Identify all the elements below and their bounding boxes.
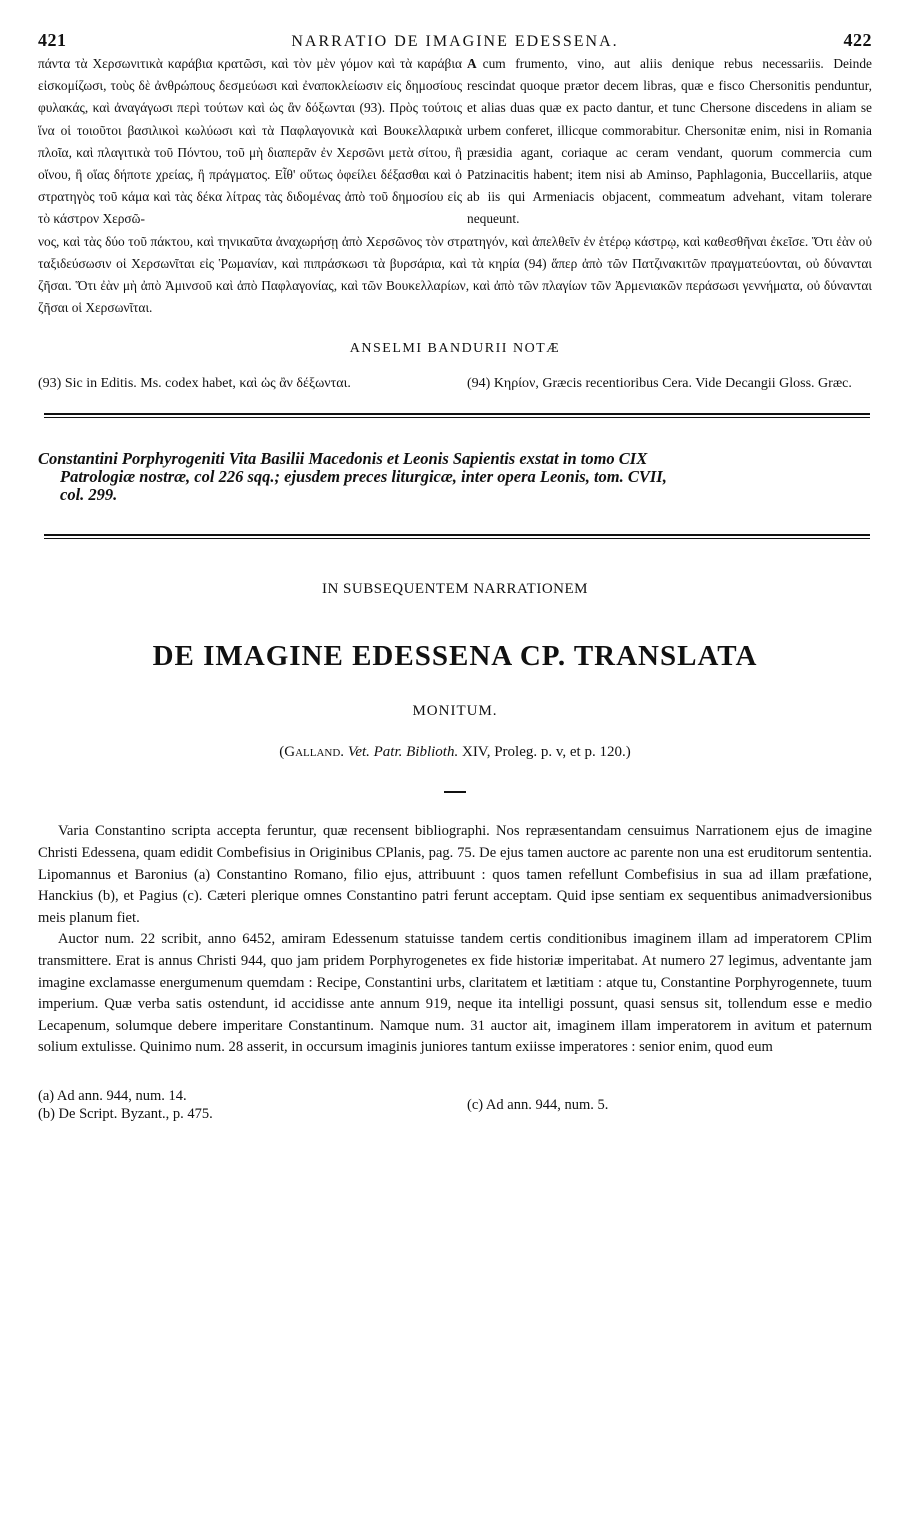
paragraph-1: Varia Constantino scripta accepta feruntur, quæ recensent bibliographi. Nos repræsentandam censuimus Narrationem ejus de imagine Christi Edessena, quam edidit Combefisius in Originibus CPlanis, pag. 75. De ejus tamen auctore ac parente non una est eruditorum sententia. Lipomannus et Baronius (a) Constantino Romano, filio ejus, attribuunt : quos tamen refellunt Combefisius in sua ad illam præfatione, Hanckius (b), et Pagius (c). Cæteri plerique omnes Constantino patri ferunt acceptam. Quid ipse sentiam ex sequentibus animadversionibus meis planum fiet.: [38, 823, 872, 926]
monitum-body: [38, 821, 872, 1059]
ref-rest: XIV, Proleg. p. v, et p. 120.): [461, 744, 631, 761]
editor-notice: [38, 450, 872, 504]
greek-column: πάντα τὰ Χερσωνιτικὰ καράβια κρατῶσι, καὶ τὸν μὲν γόμον καὶ τὰ καράβια εἰσκομίζωσι, τοὺς δὲ ἀνθρώπους δεσμεύωσι καὶ ἐναποκλείωσιν εἰς δημοσίους φυλακάς, καὶ ἀναγάγωσι περὶ τούτων καὶ ὡς ἂν δόξωνται (93). Πρὸς τούτοις ἵνα οἱ τοιοῦτοι βασιλικοὶ κωλύωσι καὶ τὰ Παφλαγονικὰ καὶ Βουκελλαρικὰ πλοῖα, καὶ πλαγιτικὰ τοῦ Πόντου, τοῦ μὴ διαπερᾶν ἐν Χερσῶνι μετὰ σίτου, ἢ οἴνου, ἢ οἵας δήποτε χρείας, ἢ πράγματος. Εἶθ' οὕτως ὀφείλει δέξασθαι καὶ ὁ στρατηγὸς τοῦ κάμα καὶ τὰς δέκα λίτρας τὰς διδομένας ἀπὸ τοῦ δημοσίου εἰς τὸ κάστρον Χερσῶ-: [38, 56, 462, 227]
footnote-b: (b) De Script. Byzant., p. 475.: [38, 1105, 213, 1122]
note-94: (94) Κηρίον, Græcis recentioribus Cera. Vide Decangii Gloss. Græc.: [467, 376, 852, 392]
page: [38, 30, 872, 1123]
supra-title: IN SUBSEQUENTEM NARRATIONEM: [321, 581, 588, 598]
monitum-heading: MONITUM.: [412, 703, 498, 720]
ref-work: Vet. Patr. Biblioth.: [347, 744, 459, 761]
source-reference: (Galland. Vet. Patr. Biblioth. XIV, Proleg. p. v, et p. 120.): [279, 744, 631, 761]
ref-author: Galland.: [284, 744, 345, 761]
running-title: NARRATIO DE IMAGINE EDESSENA.: [291, 33, 619, 50]
main-title: DE IMAGINE EDESSENA CP. TRANSLATA: [152, 640, 758, 673]
two-column-text: [38, 53, 872, 231]
greek-continuation: νος, καὶ τὰς δύο τοῦ πάκτου, καὶ τηνικαῦτα ἀναχωρήσῃ ἀπὸ Χερσῶνος τὸν στρατηγόν, καὶ ἀπελθεῖν ἐν ἑτέρῳ κάστρῳ, καὶ καθεσθῆναι ἐκεῖσε. Ὅτι ἐὰν οὐ ταξιδεύσωσιν οἱ Χερσωνῖται εἰς Ῥωμανίαν, καὶ πιπράσκωσι τὰ βυρσάρια, καὶ τὰ κηρία (94) ἅπερ ἀπὸ τῶν Πατζινακιτῶν πραγματεύονται, οὐ δύνανται ζῆσαι. Ὅτι ἐὰν μὴ ἀπὸ Ἀμινσοῦ καὶ ἀπὸ Παφλαγονίας, καὶ τῶν Βουκελλαρίων, καὶ ἀπὸ τῶν πλαγίων τῶν Ἀρμενιακῶν περάσωσι γεννήματα, οὐ δύνανται ζῆσαι οἱ Χερσωνῖται.: [38, 233, 872, 316]
double-rule-bottom: [38, 534, 872, 541]
footnote-c: (c) Ad ann. 944, num. 5.: [467, 1096, 609, 1113]
notice-line-2: Patrologiæ nostræ, col 226 sqq.; ejusdem preces liturgicæ, inter opera Leonis, tom. CVII,: [60, 467, 667, 487]
paragraph-2: Auctor num. 22 scribit, anno 6452, amiram Edessenum statuisse tandem certis conditionibus imaginem illam ad imperatorem CPlim transmittere. Erat is annus Christi 944, quo jam pridem Porphyrogenetes ex fide historiæ imperitabat. At numero 27 legimus, adventante jam imagine exclamasse energumenum quemdam : Recipe, Constantini urbs, claritatem et lætitiam : atque tu, Constantine Porphyrogennete, tuum imperium. Quæ verba satis ostendunt, id accidisse ante annum 919, neque ita intelligi possunt, quasi sensus sit, tollendum esse e medio Lecapenum, solumque debere imperitare Constantinum. Namque num. 31 auctor ait, imaginem illam imperatorem in avitum et paternum solium extulisse. Quinimo num. 28 asserit, in occursum imaginis juniores tantum exiisse imperatores : senior enim, quod eum: [38, 931, 872, 1056]
footnotes-left: [38, 1087, 438, 1123]
latin-column-text: cum frumento, vino, aut aliis denique rebus necessariis. Deinde rescindat quoque prætor decem libras, quæ e fisco Chersonitis penduntur, et alias duas quæ ex pacto dantur, et tunc Chersone discedens in aliam se urbem conferet, illicque commorabitur. Chersonitæ enim, nisi in Romania præsidia agant, coriaque ac ceram vendant, quorum commercia cum Patzinacitis habent; item nisi ab Aminso, Paphlagonia, Buccellariis, atque ab iis qui Armeniacis objacent, commeatum advehant, vitam tolerare nequeunt.: [467, 56, 872, 227]
double-rule-top: [38, 413, 872, 420]
notice-line-3: col. 299.: [60, 485, 118, 505]
notice-line-1: Constantini Porphyrogeniti Vita Basilii Macedonis et Leonis Sapientis exstat in tomo CIX: [38, 449, 648, 469]
left-page-number: 421: [38, 30, 67, 50]
short-rule: [444, 791, 466, 793]
latin-column: [467, 53, 872, 231]
right-page-number: 422: [843, 30, 872, 50]
running-head: [38, 30, 872, 51]
footnotes: [38, 1087, 872, 1123]
note-93: (93) Sic in Editis. Ms. codex habet, καὶ ὡς ἂν δέξωνται.: [38, 376, 351, 392]
footnote-a: (a) Ad ann. 944, num. 14.: [38, 1087, 187, 1104]
column-marker: A: [467, 56, 477, 71]
notes: [38, 375, 872, 393]
notes-heading: ANSELMI BANDURII NOTÆ: [349, 341, 561, 357]
